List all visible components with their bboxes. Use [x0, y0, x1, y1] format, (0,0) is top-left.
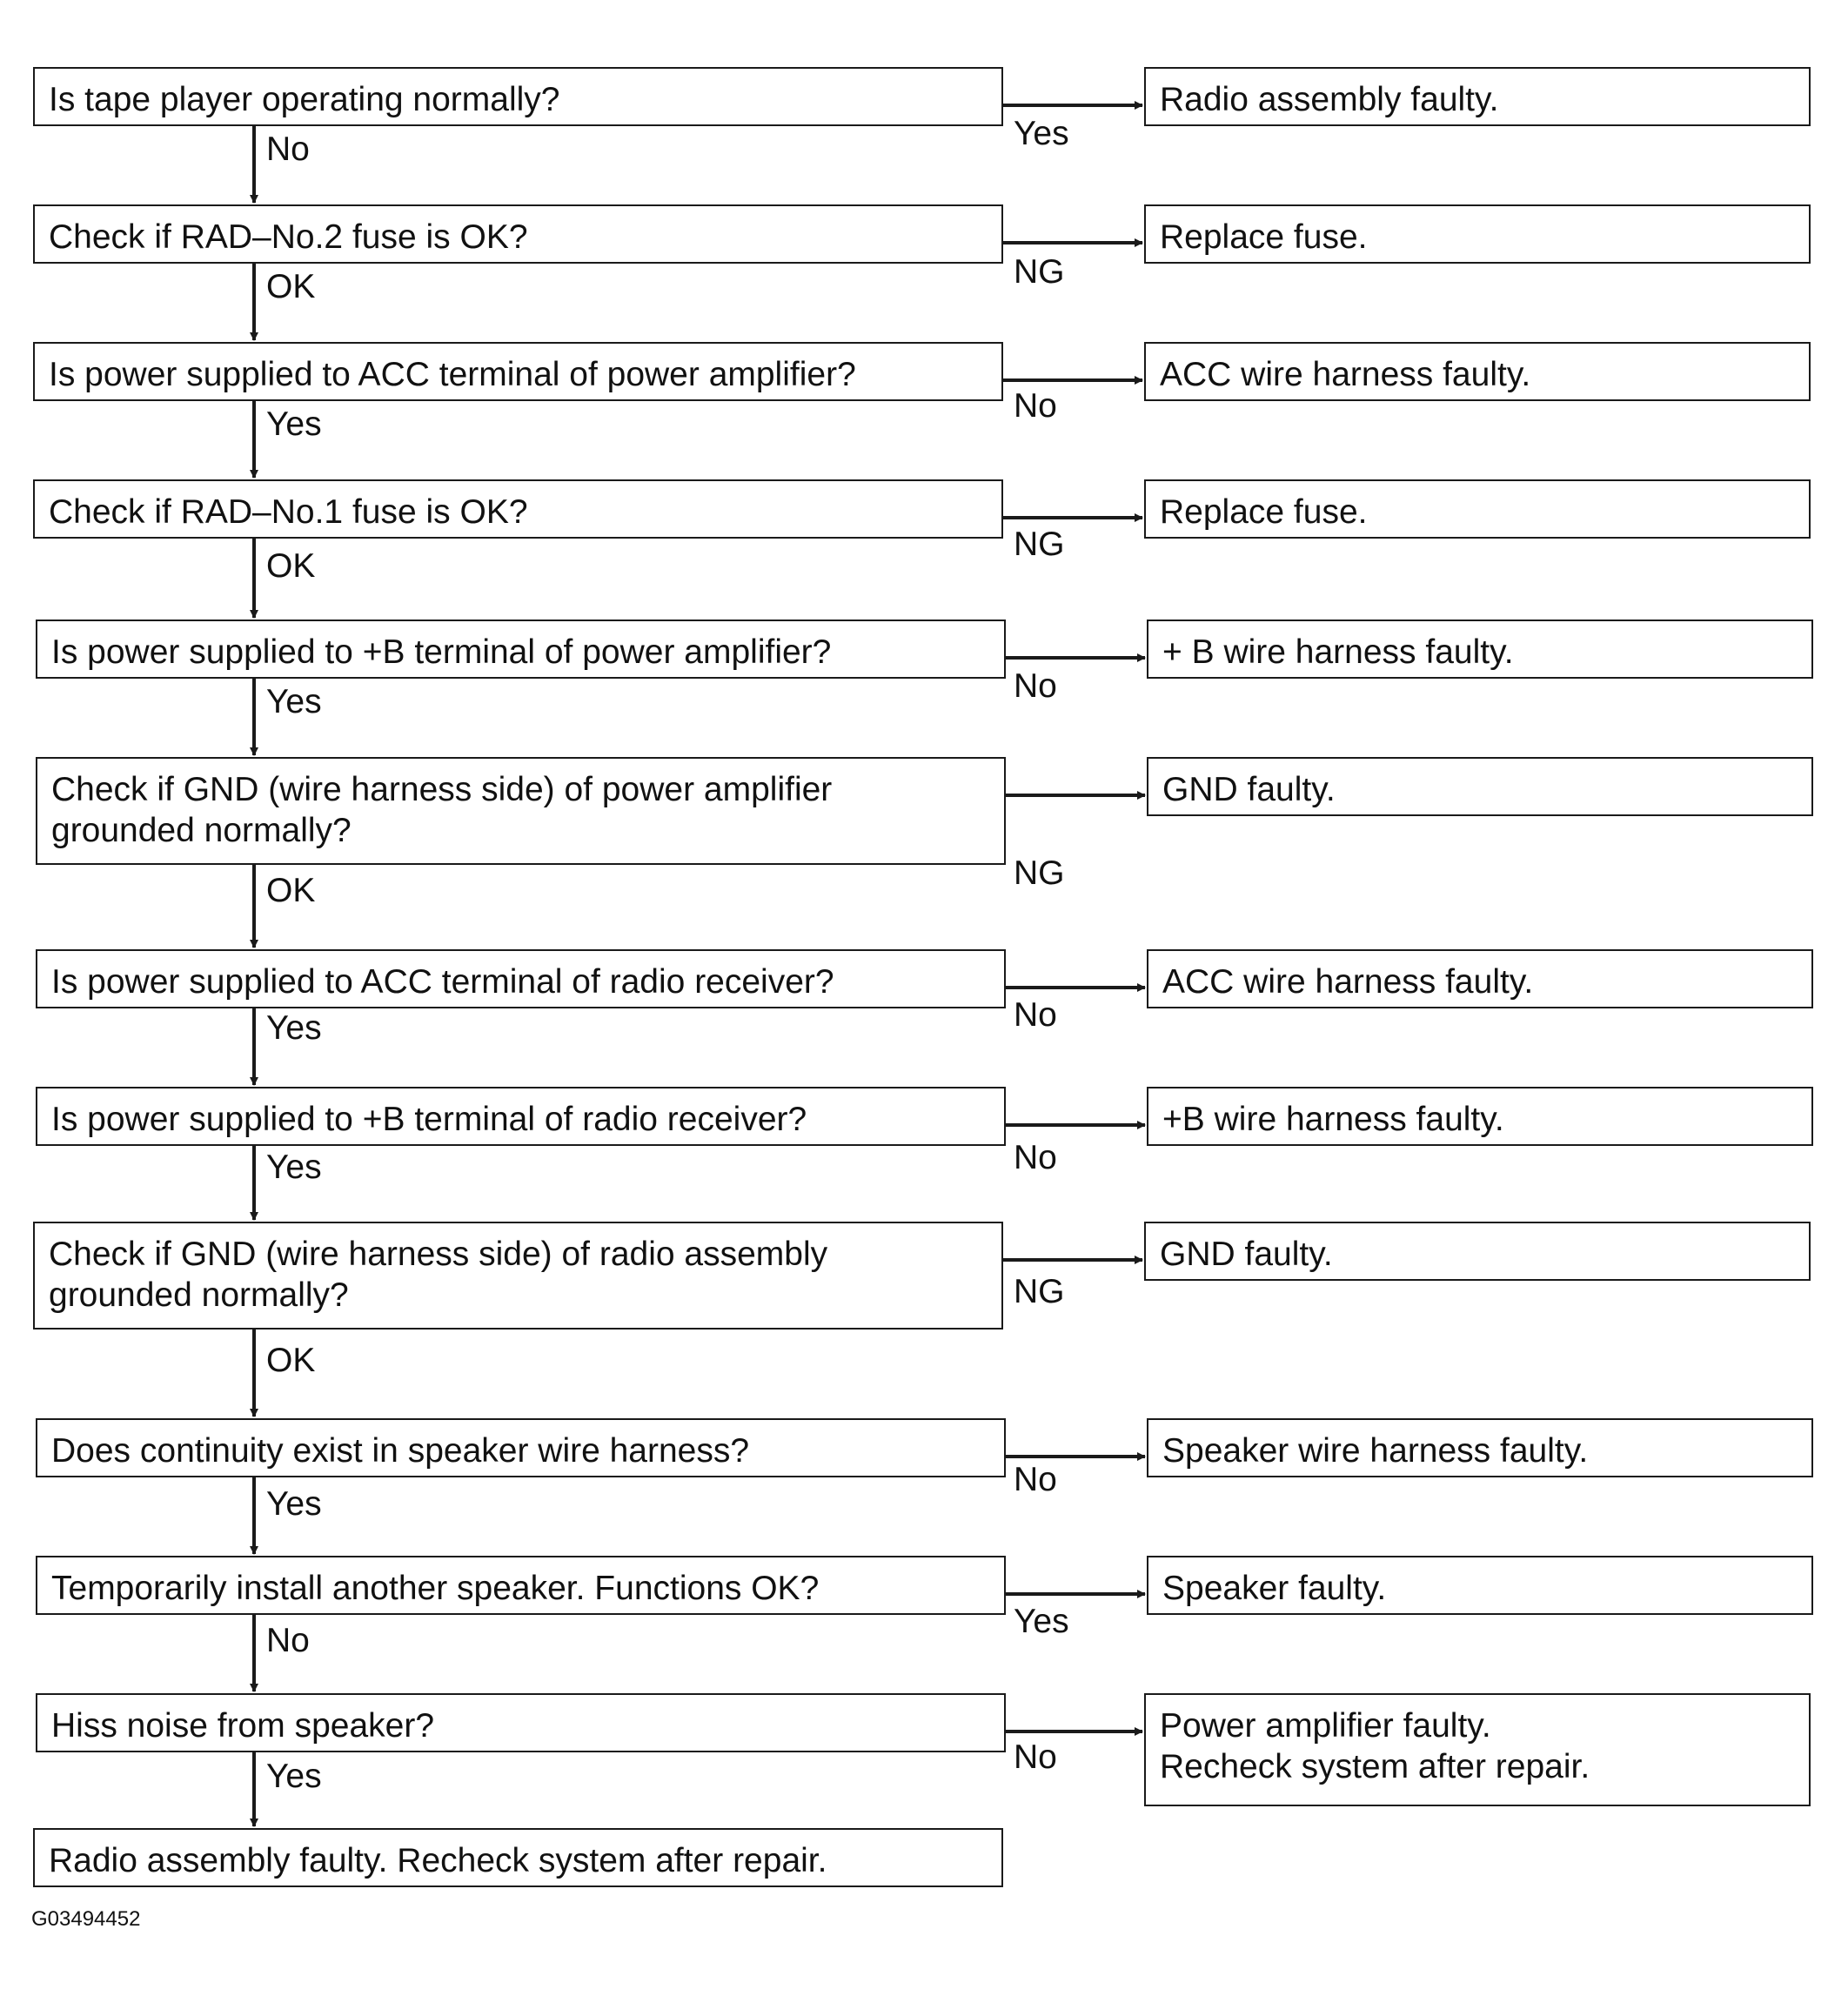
final-result-box: Radio assembly faulty. Recheck system after repair. — [33, 1828, 1003, 1887]
result-box: +B wire harness faulty. — [1147, 1087, 1813, 1146]
result-box: GND faulty. — [1147, 757, 1813, 816]
down-label: Yes — [266, 1758, 322, 1795]
side-label: NG — [1014, 526, 1065, 563]
result-box: Replace fuse. — [1144, 479, 1811, 539]
down-label: OK — [266, 1342, 316, 1379]
result-box: GND faulty. — [1144, 1222, 1811, 1281]
side-label: No — [1014, 1738, 1057, 1776]
side-label: No — [1014, 996, 1057, 1034]
question-box: Does continuity exist in speaker wire harness? — [36, 1418, 1006, 1477]
result-box: ACC wire harness faulty. — [1144, 342, 1811, 401]
question-box: Is power supplied to +B terminal of power amplifier? — [36, 620, 1006, 679]
result-box: Speaker faulty. — [1147, 1556, 1813, 1615]
down-label: Yes — [266, 683, 322, 720]
down-label: No — [266, 131, 310, 168]
side-label: NG — [1014, 253, 1065, 291]
result-box: Radio assembly faulty. — [1144, 67, 1811, 126]
down-label: OK — [266, 547, 316, 585]
down-label: OK — [266, 872, 316, 909]
question-box: Check if RAD–No.1 fuse is OK? — [33, 479, 1003, 539]
figure-code: G03494452 — [31, 1907, 141, 1931]
side-label: No — [1014, 387, 1057, 425]
side-label: NG — [1014, 854, 1065, 892]
question-box: Is power supplied to ACC terminal of radio receiver? — [36, 949, 1006, 1008]
down-label: Yes — [266, 1485, 322, 1523]
side-label: Yes — [1014, 115, 1069, 152]
question-box: Check if GND (wire harness side) of power amplifier grounded normally? — [36, 757, 1006, 865]
question-box: Temporarily install another speaker. Functions OK? — [36, 1556, 1006, 1615]
down-label: Yes — [266, 405, 322, 443]
question-box: Check if RAD–No.2 fuse is OK? — [33, 204, 1003, 264]
down-label: OK — [266, 268, 316, 305]
result-box: + B wire harness faulty. — [1147, 620, 1813, 679]
side-label: NG — [1014, 1273, 1065, 1310]
result-box: Speaker wire harness faulty. — [1147, 1418, 1813, 1477]
question-box: Hiss noise from speaker? — [36, 1693, 1006, 1752]
side-label: No — [1014, 667, 1057, 705]
down-label: Yes — [266, 1149, 322, 1186]
down-label: Yes — [266, 1009, 322, 1047]
question-box: Check if GND (wire harness side) of radio assembly grounded normally? — [33, 1222, 1003, 1330]
result-box: Power amplifier faulty. Recheck system after repair. — [1144, 1693, 1811, 1806]
side-label: No — [1014, 1139, 1057, 1176]
result-box: ACC wire harness faulty. — [1147, 949, 1813, 1008]
question-box: Is power supplied to ACC terminal of power amplifier? — [33, 342, 1003, 401]
question-box: Is tape player operating normally? — [33, 67, 1003, 126]
result-box: Replace fuse. — [1144, 204, 1811, 264]
question-box: Is power supplied to +B terminal of radio receiver? — [36, 1087, 1006, 1146]
side-label: Yes — [1014, 1603, 1069, 1640]
down-label: No — [266, 1622, 310, 1659]
side-label: No — [1014, 1461, 1057, 1498]
